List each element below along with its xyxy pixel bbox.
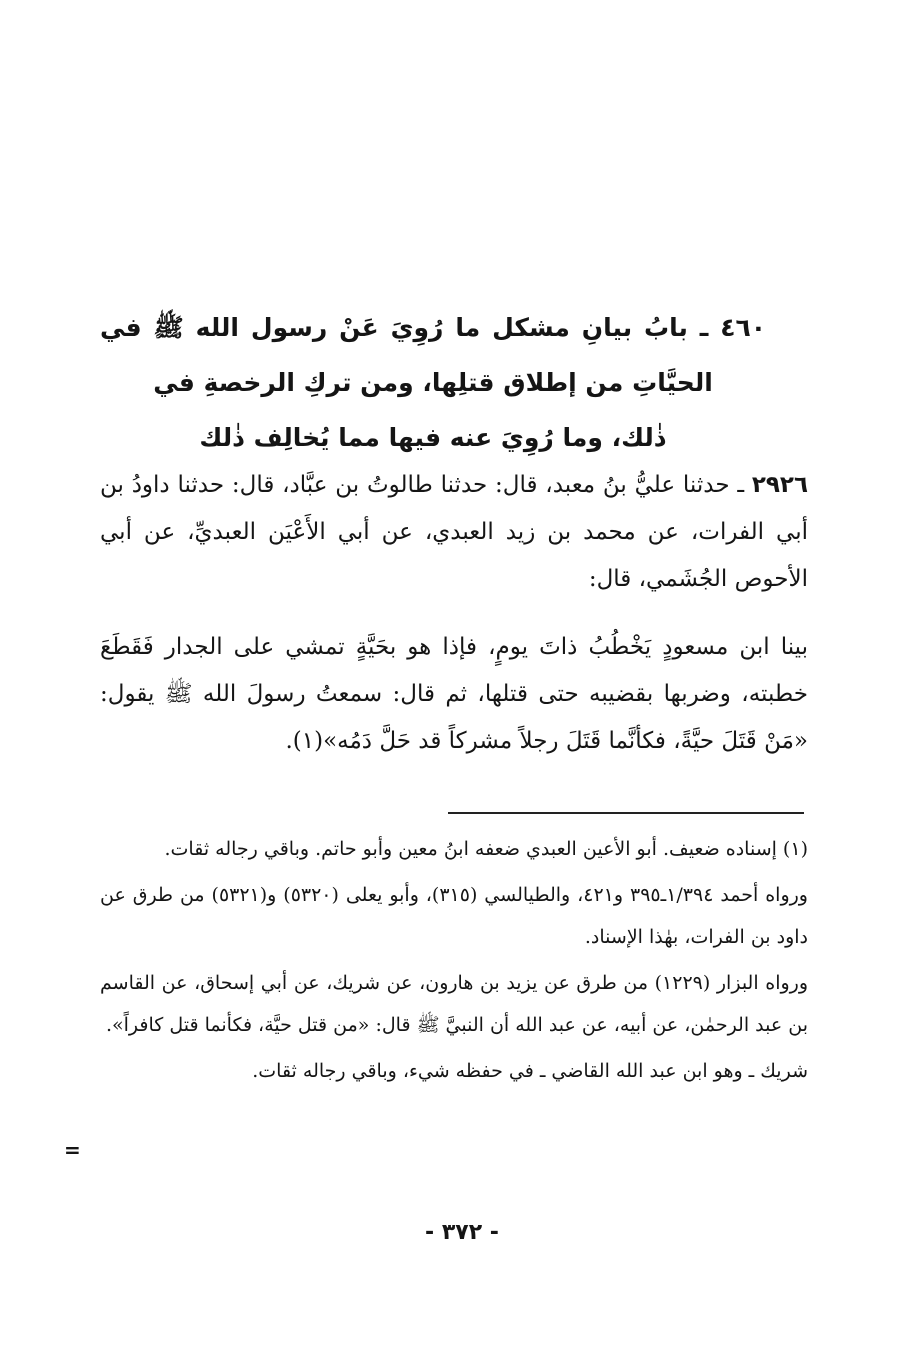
footnote-paragraph-2: ورواه أحمد ١/٣٩٤ـ٣٩٥ و٤٢١، والطيالسي (٣١٥)، وأبو يعلى (٥٣٢٠) و(٥٣٢١) من طرق عن داود بن الفرات، بهٰذا الإسناد. [100, 884, 808, 948]
footnote-paragraph-4: شريك ـ وهو ابن عبد الله القاضي ـ في حفظه شيء، وباقي رجاله ثقات. [252, 1060, 808, 1082]
chapter-title-line-3: ذٰلك، وما رُوِيَ عنه فيها مما يُخالِف ذٰلك [199, 423, 667, 452]
chapter-title-line-1: ٤٦٠ ـ بابُ بيانِ مشكل ما رُوِيَ عَنْ رسول الله ﷺ في [100, 313, 766, 342]
continuation-mark: = [64, 1138, 81, 1162]
hadith-number: ٢٩٢٦ [751, 472, 808, 498]
footnote-paragraph-3: ورواه البزار (١٢٢٩) من طرق عن يزيد بن هارون، عن شريك، عن أبي إسحاق، عن القاسم بن عبد الرحمٰن، عن أبيه، عن عبد الله أن النبيَّ ﷺ قال: «من قتل حيَّة، فكأنما قتل كافراً». [100, 972, 808, 1036]
page-number: - ٣٧٢ - [425, 1220, 499, 1245]
hadith-chain-text: ـ حدثنا عليُّ بنُ معبد، قال: حدثنا طالوتُ بن عبَّاد، قال: حدثنا داودُ بن أبي الفرات، عن محمد بن زيد العبدي، عن أبي الأَعْيَن العبديِّ، عن أبي الأحوص الجُشَمي، قال: [100, 472, 808, 592]
hadith-text-paragraph: بينا ابن مسعودٍ يَخْطُبُ ذاتَ يومٍ، فإذا هو بحَيَّةٍ تمشي على الجدار فَقَطَعَ خطبته، وضربها بقضيبه حتى قتلها، ثم قال: سمعتُ رسولَ الله ﷺ يقول: «مَنْ قَتَلَ حيَّةً، فكأنَّما قَتَلَ رجلاً مشركاً قد حَلَّ دَمُه»(١). [100, 634, 808, 754]
chapter-title-line-2: الحيَّاتِ من إطلاق قتلِها، ومن تركِ الرخصةِ في [153, 368, 713, 397]
chapter-title [100, 300, 766, 465]
footnote-divider [448, 812, 804, 814]
footnotes-section [100, 828, 808, 1096]
footnote-1: (١) إسناده ضعيف. أبو الأعين العبدي ضعفه ابنُ معين وأبو حاتم. وباقي رجاله ثقات. [164, 838, 808, 860]
hadith-chain-paragraph [100, 462, 808, 603]
